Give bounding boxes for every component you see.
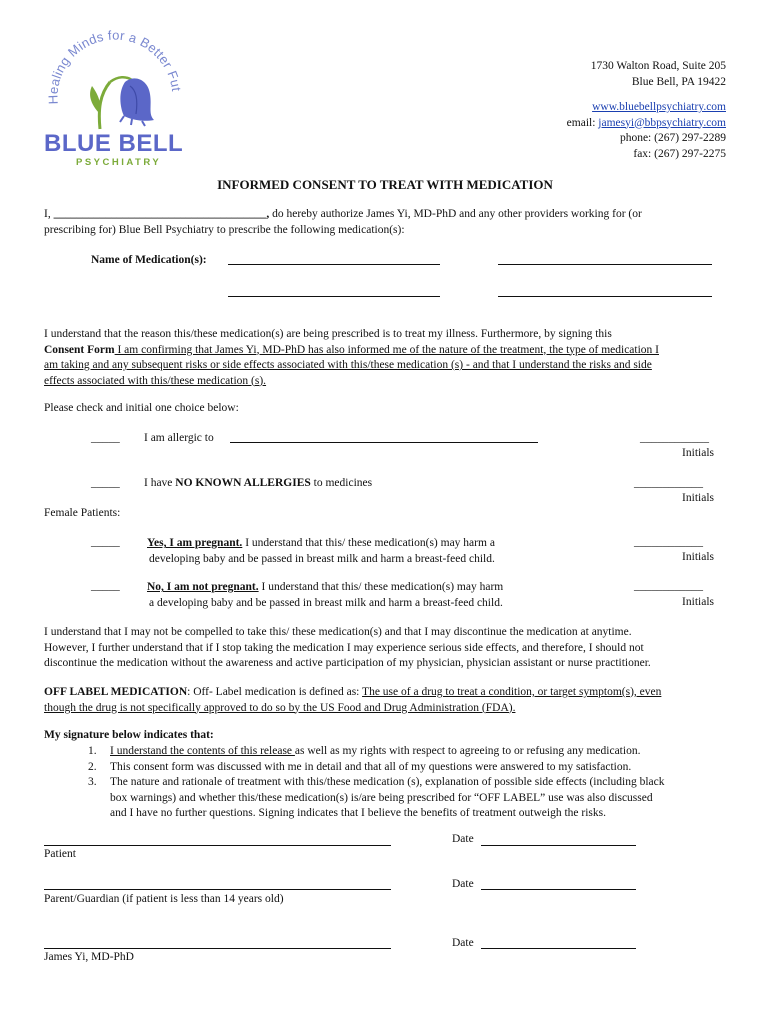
intro-paragraph bbox=[44, 207, 734, 238]
physician-date-label: Date bbox=[452, 937, 474, 949]
understand-paragraph bbox=[44, 327, 734, 389]
list-item-underlined: I understand the contents of this release bbox=[110, 745, 295, 757]
list-item bbox=[44, 760, 734, 776]
list-number: 1. bbox=[88, 745, 97, 757]
list-number: 3. bbox=[88, 776, 97, 788]
nka-pre: I have bbox=[144, 477, 176, 489]
off-label-mid: : Off- Label medication is defined as: bbox=[187, 686, 363, 698]
signature-list bbox=[44, 744, 734, 822]
physician-date-field[interactable] bbox=[481, 948, 636, 949]
address-line1: 1730 Walton Road, Suite 205 bbox=[590, 60, 726, 72]
intro-prefix: I, bbox=[44, 208, 51, 220]
medication-field-1[interactable] bbox=[228, 264, 440, 265]
guardian-date-label: Date bbox=[452, 878, 474, 890]
list-number: 2. bbox=[88, 760, 97, 773]
list-item-text-cont: and I have no further questions. Signing indicates that I believe the benefits of treatment outweigh the risks. bbox=[110, 807, 606, 819]
pregnant-no-text bbox=[147, 580, 503, 611]
nka-label bbox=[144, 477, 372, 489]
website-link[interactable]: www.bluebellpsychiatry.com bbox=[592, 101, 726, 113]
nka-initials-label: Initials bbox=[682, 492, 714, 504]
pregnant-yes-check-blank[interactable]: _____ bbox=[91, 536, 120, 548]
patient-date-field[interactable] bbox=[481, 845, 636, 846]
address-block bbox=[567, 59, 726, 162]
female-patients-label: Female Patients: bbox=[44, 507, 121, 519]
fax: fax: (267) 297-2275 bbox=[633, 147, 726, 160]
intro-text-2: prescribing for) Blue Bell Psychiatry to prescribe the following medication(s): bbox=[44, 223, 405, 236]
guardian-signature-label: Parent/Guardian (if patient is less than 14 years old) bbox=[44, 893, 284, 905]
discontinue-line2: However, I further understand that if I stop taking the medication I may experience serious side effects, and therefore, I should not bbox=[44, 641, 644, 654]
allergy-field[interactable] bbox=[230, 442, 538, 443]
page-title: INFORMED CONSENT TO TREAT WITH MEDICATION bbox=[217, 177, 553, 192]
consent-form-bold: Consent Form bbox=[44, 343, 115, 356]
off-label-definition-2: though the drug is not specifically approved to do so by the US Food and Drug Administration (FDA). bbox=[44, 701, 516, 714]
patient-date-label: Date bbox=[452, 833, 474, 845]
list-item-text: as well as my rights with respect to agreeing to or refusing any medication. bbox=[294, 745, 641, 757]
logo-arc-text: Healing Minds for a Better Fut bbox=[45, 27, 185, 105]
off-label-definition-1: The use of a drug to treat a condition, or target symptom(s), even bbox=[362, 686, 662, 698]
pregnant-no-initials-label: Initials bbox=[682, 596, 714, 608]
discontinue-paragraph bbox=[44, 625, 734, 672]
pregnant-yes-bold: Yes, I am pregnant. bbox=[147, 537, 243, 549]
phone: phone: (267) 297-2289 bbox=[619, 132, 726, 144]
off-label-heading: OFF LABEL MEDICATION bbox=[44, 686, 188, 698]
medication-field-4[interactable] bbox=[498, 296, 712, 297]
address-line2: Blue Bell, PA 19422 bbox=[631, 75, 726, 88]
logo-subtitle: PSYCHIATRY bbox=[76, 157, 162, 168]
bluebell-flower-icon bbox=[40, 24, 190, 134]
pregnant-no-initials-blank[interactable]: ____________ bbox=[634, 580, 703, 592]
logo-name: BLUE BELL bbox=[44, 130, 184, 157]
understand-line2: I am confirming that James Yi, MD-PhD has also informed me of the nature of the treatment, the type of medication I bbox=[114, 343, 659, 356]
nka-post: to medicines bbox=[310, 477, 373, 489]
guardian-date-field[interactable] bbox=[481, 889, 636, 890]
email-link[interactable]: jamesyi@bbpsychiatry.com bbox=[598, 116, 726, 129]
pregnant-no-bold: No, I am not pregnant. bbox=[147, 581, 259, 593]
email-label: email: bbox=[566, 116, 596, 129]
signature-heading: My signature below indicates that: bbox=[44, 729, 214, 741]
intro-text-1: do hereby authorize James Yi, MD-PhD and any other providers working for (or bbox=[269, 208, 642, 220]
patient-signature-label: Patient bbox=[44, 848, 76, 860]
off-label-paragraph bbox=[44, 685, 734, 716]
pregnant-no-line2: a developing baby and be passed in breast milk and harm a breast-feed child. bbox=[149, 596, 503, 609]
list-item-text: This consent form was discussed with me in detail and that all of my questions were answered to my satisfaction. bbox=[110, 760, 632, 773]
allergic-initials-label: Initials bbox=[682, 447, 714, 459]
patient-name-blank[interactable]: _____________________________________, bbox=[53, 208, 270, 220]
list-item bbox=[44, 775, 734, 822]
medication-field-2[interactable] bbox=[498, 264, 712, 265]
allergic-label: I am allergic to bbox=[144, 432, 214, 444]
understand-line1: I understand that the reason this/these medication(s) are being prescribed is to treat my illness. Furthermore, by signing this bbox=[44, 328, 612, 340]
medication-field-3[interactable] bbox=[228, 296, 440, 297]
discontinue-line1: I understand that I may not be compelled to take this/ these medication(s) and that I may discontinue the medication at anytime. bbox=[44, 626, 632, 638]
guardian-signature-line[interactable] bbox=[44, 889, 391, 890]
physician-signature-label: James Yi, MD-PhD bbox=[44, 951, 134, 963]
list-item bbox=[44, 744, 734, 760]
allergic-check-blank[interactable]: _____ bbox=[91, 432, 120, 444]
list-item-text: The nature and rationale of treatment with this/these medication (s), explanation of possible side effects (including black bbox=[110, 776, 665, 788]
understand-line4: effects associated with this/these medication (s). bbox=[44, 374, 267, 387]
pregnant-yes-initials-label: Initials bbox=[682, 551, 714, 563]
pregnant-no-line1: I understand that this/ these medication(s) may harm bbox=[258, 581, 504, 593]
nka-initials-blank[interactable]: ____________ bbox=[634, 477, 703, 489]
physician-signature-line[interactable] bbox=[44, 948, 391, 949]
medication-label: Name of Medication(s): bbox=[91, 254, 207, 266]
pregnant-yes-initials-blank[interactable]: ____________ bbox=[634, 536, 703, 548]
svg-text:Healing Minds for a Better Fut bbox=[40, 24, 184, 105]
discontinue-line3: discontinue the medication without the awareness and active participation of my physician, physician assistant or nurse practitioner. bbox=[44, 657, 651, 669]
pregnant-yes-line2: developing baby and be passed in breast milk and harm a breast-feed child. bbox=[149, 552, 495, 565]
pregnant-yes-line1: I understand that this/ these medication(s) may harm a bbox=[242, 537, 495, 549]
allergic-initials-blank[interactable]: ____________ bbox=[640, 432, 709, 444]
check-prompt: Please check and initial one choice below: bbox=[44, 402, 239, 414]
pregnant-no-check-blank[interactable]: _____ bbox=[91, 580, 120, 592]
pregnant-yes-text bbox=[147, 536, 495, 567]
patient-signature-line[interactable] bbox=[44, 845, 391, 846]
nka-bold: NO KNOWN ALLERGIES bbox=[175, 477, 311, 489]
understand-line3: am taking and any subsequent risks or side effects associated with this/these medication (s) - and that I understand the risks and side bbox=[44, 359, 652, 371]
nka-check-blank[interactable]: _____ bbox=[91, 477, 120, 489]
list-item-text-cont: box warnings) and whether this/these medication(s) is/are being prescribed for “OFF LABEL” use was also discussed bbox=[110, 791, 653, 804]
